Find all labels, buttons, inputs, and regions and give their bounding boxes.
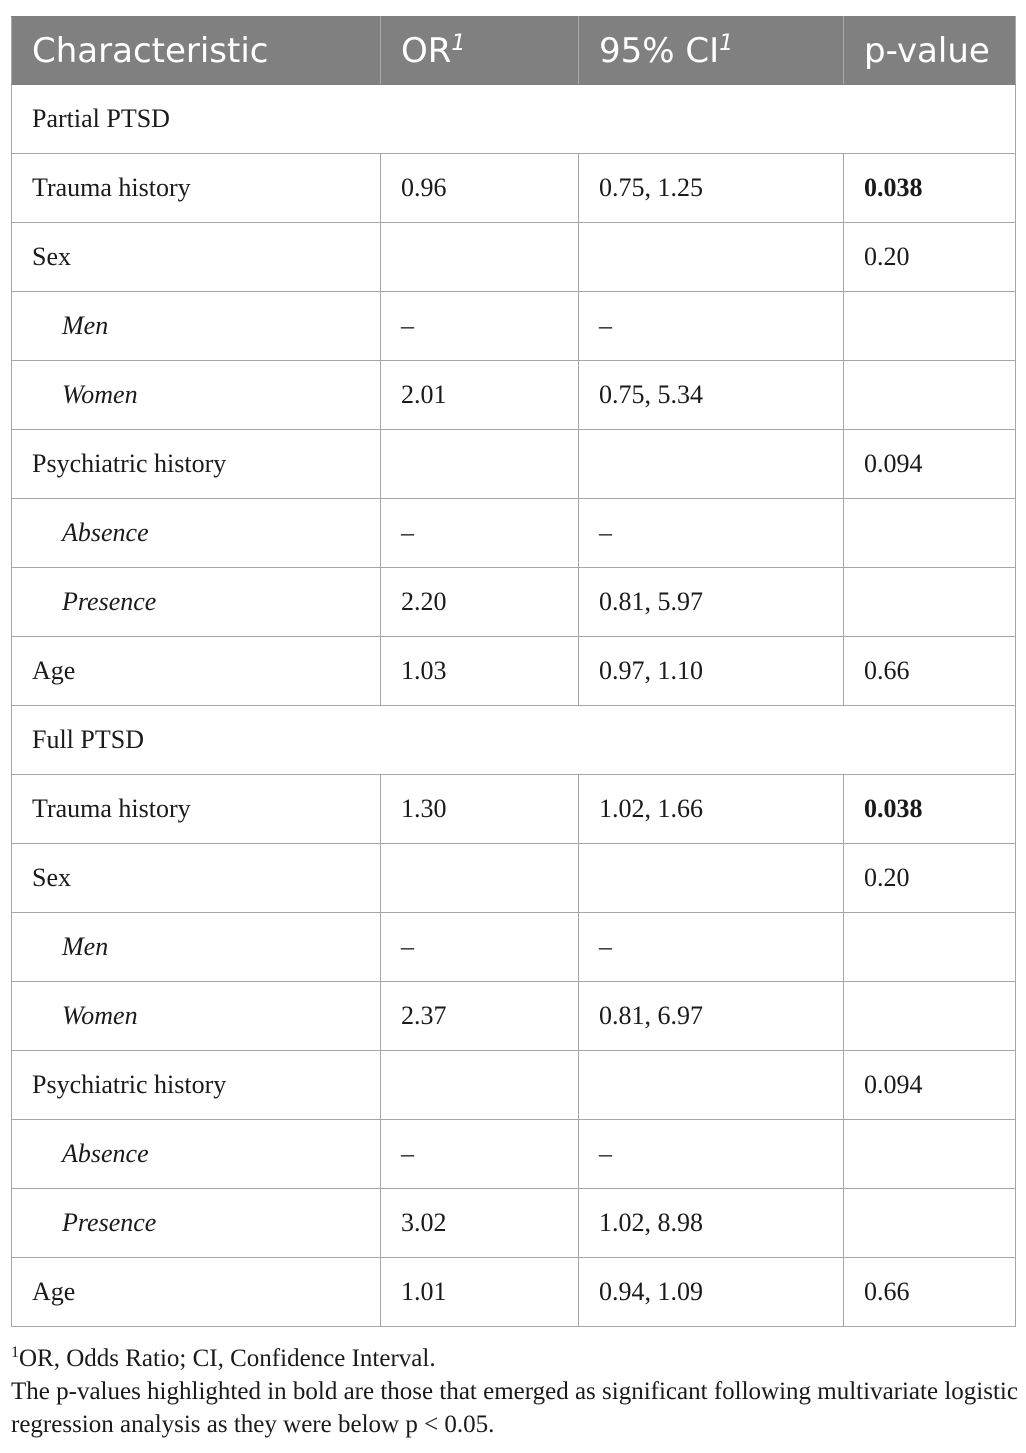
cell-p-value: 0.20 — [844, 844, 1016, 913]
footnote-significance: The p-values highlighted in bold are those that emerged as significant following multivariate logistic regression analysis as they were below p < 0.05. — [11, 1378, 1018, 1438]
cell-p-value: 0.038 — [844, 775, 1016, 844]
header-or-label: OR — [401, 30, 452, 71]
table-row — [12, 361, 1016, 430]
cell-odds-ratio: 1.01 — [381, 1258, 579, 1327]
cell-p-value: 0.66 — [844, 1258, 1016, 1327]
cell-confidence-interval: 0.94, 1.09 — [579, 1258, 844, 1327]
header-characteristic-label: Characteristic — [32, 30, 269, 71]
cell-odds-ratio: 3.02 — [381, 1189, 579, 1258]
cell-odds-ratio: – — [381, 292, 579, 361]
cell-odds-ratio: – — [381, 913, 579, 982]
footnote-abbreviations — [11, 1342, 1021, 1375]
cell-characteristic: Psychiatric history — [12, 430, 381, 499]
cell-confidence-interval: – — [579, 1120, 844, 1189]
header-ci — [579, 17, 844, 85]
cell-characteristic: Sex — [12, 223, 381, 292]
cell-confidence-interval — [579, 430, 844, 499]
cell-confidence-interval: 0.75, 1.25 — [579, 154, 844, 223]
cell-p-value: 0.20 — [844, 223, 1016, 292]
cell-confidence-interval: 0.97, 1.10 — [579, 637, 844, 706]
table-row — [12, 499, 1016, 568]
cell-odds-ratio: 1.03 — [381, 637, 579, 706]
cell-odds-ratio: – — [381, 1120, 579, 1189]
table-row — [12, 1051, 1016, 1120]
cell-odds-ratio: 2.20 — [381, 568, 579, 637]
cell-odds-ratio — [381, 844, 579, 913]
cell-odds-ratio: 0.96 — [381, 154, 579, 223]
header-p-value — [844, 17, 1016, 85]
cell-p-value — [844, 982, 1016, 1051]
cell-confidence-interval: 0.75, 5.34 — [579, 361, 844, 430]
section-row — [12, 706, 1016, 775]
cell-characteristic: Psychiatric history — [12, 1051, 381, 1120]
cell-odds-ratio — [381, 223, 579, 292]
table-row — [12, 430, 1016, 499]
table-footnotes — [11, 1342, 1021, 1441]
cell-p-value: 0.038 — [844, 154, 1016, 223]
header-or-footnote-marker: 1 — [451, 30, 466, 56]
cell-characteristic: Age — [12, 1258, 381, 1327]
table-row — [12, 844, 1016, 913]
table-row — [12, 637, 1016, 706]
table-body — [12, 85, 1016, 1327]
table-row — [12, 913, 1016, 982]
cell-p-value: 0.66 — [844, 637, 1016, 706]
header-ci-label: 95% CI — [599, 30, 720, 71]
table-row — [12, 775, 1016, 844]
cell-characteristic: Absence — [12, 1120, 381, 1189]
cell-odds-ratio: 2.01 — [381, 361, 579, 430]
header-characteristic — [12, 17, 381, 85]
cell-characteristic: Trauma history — [12, 154, 381, 223]
cell-odds-ratio: 1.30 — [381, 775, 579, 844]
cell-characteristic: Trauma history — [12, 775, 381, 844]
cell-p-value — [844, 1189, 1016, 1258]
cell-p-value: 0.094 — [844, 430, 1016, 499]
table-row — [12, 223, 1016, 292]
cell-characteristic: Sex — [12, 844, 381, 913]
cell-confidence-interval: 1.02, 8.98 — [579, 1189, 844, 1258]
results-table-container — [11, 16, 1015, 1327]
cell-characteristic: Absence — [12, 499, 381, 568]
cell-p-value: 0.094 — [844, 1051, 1016, 1120]
header-p-value-label: p-value — [864, 30, 990, 71]
cell-confidence-interval: 0.81, 6.97 — [579, 982, 844, 1051]
cell-p-value — [844, 499, 1016, 568]
table-row — [12, 292, 1016, 361]
cell-characteristic: Men — [12, 292, 381, 361]
header-ci-footnote-marker: 1 — [719, 30, 734, 56]
cell-p-value — [844, 913, 1016, 982]
cell-confidence-interval: 1.02, 1.66 — [579, 775, 844, 844]
regression-results-table — [11, 16, 1016, 1327]
cell-odds-ratio — [381, 430, 579, 499]
cell-confidence-interval — [579, 844, 844, 913]
cell-p-value — [844, 292, 1016, 361]
table-row — [12, 982, 1016, 1051]
header-or — [381, 17, 579, 85]
table-row — [12, 154, 1016, 223]
cell-characteristic: Men — [12, 913, 381, 982]
table-row — [12, 1189, 1016, 1258]
table-row — [12, 568, 1016, 637]
cell-p-value — [844, 361, 1016, 430]
cell-characteristic: Women — [12, 982, 381, 1051]
cell-p-value — [844, 568, 1016, 637]
cell-characteristic: Presence — [12, 1189, 381, 1258]
cell-confidence-interval: – — [579, 913, 844, 982]
table-header — [12, 17, 1016, 85]
header-row — [12, 17, 1016, 85]
cell-odds-ratio — [381, 1051, 579, 1120]
cell-odds-ratio: 2.37 — [381, 982, 579, 1051]
footnote-abbreviations-text: OR, Odds Ratio; CI, Confidence Interval. — [19, 1345, 436, 1372]
cell-characteristic: Women — [12, 361, 381, 430]
footnote-marker: 1 — [11, 1344, 19, 1361]
cell-characteristic: Age — [12, 637, 381, 706]
cell-confidence-interval: – — [579, 292, 844, 361]
cell-confidence-interval: – — [579, 499, 844, 568]
cell-characteristic: Presence — [12, 568, 381, 637]
section-row — [12, 85, 1016, 154]
table-row — [12, 1258, 1016, 1327]
section-label: Full PTSD — [12, 706, 1016, 775]
cell-confidence-interval — [579, 1051, 844, 1120]
cell-confidence-interval — [579, 223, 844, 292]
cell-confidence-interval: 0.81, 5.97 — [579, 568, 844, 637]
table-row — [12, 1120, 1016, 1189]
section-label: Partial PTSD — [12, 85, 1016, 154]
cell-odds-ratio: – — [381, 499, 579, 568]
cell-p-value — [844, 1120, 1016, 1189]
